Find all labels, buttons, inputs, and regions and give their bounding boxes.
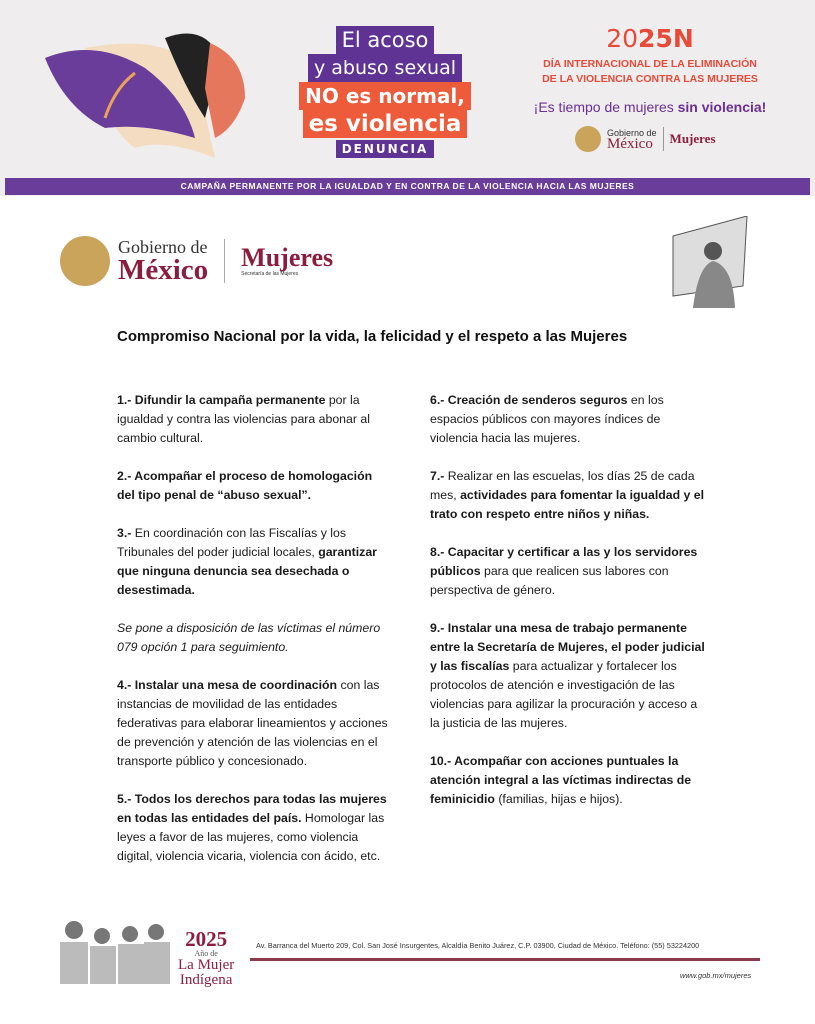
- mexico-text: México: [607, 136, 653, 152]
- commitment-bold-text: 8.- Capacitar y certificar a las y los servidores públicos: [430, 545, 698, 578]
- commitment-text: En coordinación con las Fiscalías y los Tribunales del poder judicial locales,: [117, 526, 346, 559]
- commitment-item: [117, 676, 392, 771]
- commitment-item: [430, 467, 705, 524]
- footer-divider: [250, 958, 760, 961]
- commitment-bold-text: 7.-: [430, 469, 445, 483]
- campaign-banner: [0, 0, 815, 196]
- slogan-line: y abuso sexual: [308, 54, 462, 82]
- commitment-item: [117, 391, 392, 448]
- commitment-bold-text: 4.- Instalar una mesa de coordinación: [117, 678, 338, 692]
- commitment-item: [430, 619, 705, 733]
- commitment-item: [430, 752, 705, 809]
- event-name-line: DE LA VIOLENCIA CONTRA LAS MUJERES: [542, 73, 758, 85]
- event-info: [520, 24, 780, 115]
- commitment-item: [430, 543, 705, 600]
- logo-divider: [224, 239, 225, 283]
- commitment-item: [430, 391, 705, 448]
- commitment-bold-text: 5.- Todos los derechos para todas las mujeres en todas las entidades del país.: [117, 792, 387, 825]
- commitment-text: para actualizar y fortalecer los protocolos de atención e investigación de las violencias para agilizar la procuración y acceso a la justicia de las mujeres.: [430, 659, 698, 730]
- event-year: [520, 24, 780, 53]
- mexico-seal-icon: [575, 126, 601, 152]
- commitment-bold-text: actividades para fomentar la igualdad y el trato con respeto entre niños y niñas.: [430, 488, 705, 521]
- mujeres-block: [241, 245, 333, 277]
- mujeres-text: Mujeres: [669, 131, 716, 146]
- secretaria-text: Secretaría de las Mujeres: [241, 271, 299, 277]
- commitments-left-column: [117, 391, 392, 885]
- commitments-right-column: [430, 391, 705, 828]
- commitment-text: (familias, hijas e hijos).: [494, 792, 623, 806]
- commitment-bold-text: 3.-: [117, 526, 132, 540]
- footer-la-mujer: La Mujer: [178, 957, 235, 973]
- commitment-item: [117, 619, 392, 657]
- tagline: [520, 99, 780, 115]
- event-name: [520, 57, 780, 87]
- commitment-item: [117, 790, 392, 866]
- commitment-text: con las instancias de movilidad de las entidades federativas para elaborar lineamientos y acciones de prevención y atención de las violencias en el transporte público y concesionado.: [117, 678, 388, 768]
- gov-mujeres-logo: [60, 236, 333, 286]
- campaign-stripe: CAMPAÑA PERMANENTE POR LA IGUALDAD Y EN CONTRA DE LA VIOLENCIA HACIA LAS MUJERES: [5, 178, 810, 195]
- denuncia-label: DENUNCIA: [336, 140, 435, 158]
- slogan-block: [285, 26, 485, 158]
- mexico-text: México: [118, 254, 209, 286]
- commitment-bold-text: garantizar que ninguna denuncia sea desechada o desestimada.: [117, 545, 377, 597]
- commitment-bold-text: 6.- Creación de senderos seguros: [430, 393, 628, 407]
- commitment-bold-text: 2.- Acompañar el proceso de homologación del tipo penal de “abuso sexual”.: [117, 469, 373, 502]
- footer-indigena: Indígena: [179, 972, 233, 988]
- commitment-text: por la igualdad y contra las violencias para abonar al cambio cultural.: [117, 393, 370, 445]
- footer-website-link[interactable]: www.gob.mx/mujeres: [680, 971, 752, 980]
- commitment-text: en los espacios públicos con mayores índices de violencia hacia las mujeres.: [430, 393, 664, 445]
- commitment-bold-text: 1.- Difundir la campaña permanente: [117, 393, 326, 407]
- gob-block: [118, 238, 208, 284]
- footer-anio-de: Año de: [194, 949, 218, 958]
- year-suffix: 25N: [638, 24, 694, 53]
- commitment-bold-text: 9.- Instalar una mesa de trabajo permanente entre la Secretaría de Mujeres, el poder judicial y las fiscalías: [430, 621, 705, 673]
- year-prefix: 20: [606, 24, 639, 53]
- gob-text: Gobierno de: [118, 237, 208, 257]
- slogan-line: NO es normal,: [299, 82, 471, 110]
- event-name-line: DÍA INTERNACIONAL DE LA ELIMINACIÓN: [543, 58, 757, 70]
- slogan-line: El acoso: [336, 26, 435, 54]
- commitment-bold-text: 10.- Acompañar con acciones puntuales la atención integral a las víctimas indirectas de feminicidio: [430, 754, 692, 806]
- page-title: Compromiso Nacional por la vida, la felicidad y el respeto a las Mujeres: [117, 328, 628, 345]
- gob-text: Gobierno de: [607, 128, 657, 138]
- year-of-indigenous-woman: [178, 929, 234, 988]
- mexico-seal-icon: [60, 236, 110, 286]
- commitment-item: [117, 467, 392, 505]
- indigenous-women-illustration-icon: [54, 912, 174, 984]
- tagline-text: ¡Es tiempo de mujeres: [533, 99, 678, 115]
- flag-woman-illustration-icon: [663, 216, 749, 308]
- commitment-text: Realizar en las escuelas, los días 25 de cada mes,: [430, 469, 695, 502]
- footer-year: 2025: [185, 927, 228, 951]
- commitment-text: para que realicen sus labores con perspectiva de género.: [430, 564, 669, 597]
- commitment-item: [117, 524, 392, 600]
- commitment-note: Se pone a disposición de las víctimas el número 079 opción 1 para seguimiento.: [117, 621, 381, 654]
- woman-illustration-icon: [45, 28, 260, 163]
- commitment-text: Homologar las leyes a favor de las mujeres, como violencia digital, violencia vicaria, violencia con ácido, etc.: [117, 811, 385, 863]
- banner-gov-logo: [575, 126, 716, 152]
- footer-address: Av. Barranca del Muerto 209, Col. San José Insurgentes, Alcaldía Benito Juárez, C.P. 03900, Ciudad de México. Teléfono: (55) 53224200: [256, 941, 700, 950]
- mujeres-text: Mujeres: [241, 243, 334, 272]
- tagline-bold: sin violencia!: [677, 99, 767, 115]
- slogan-line: es violencia: [303, 110, 468, 138]
